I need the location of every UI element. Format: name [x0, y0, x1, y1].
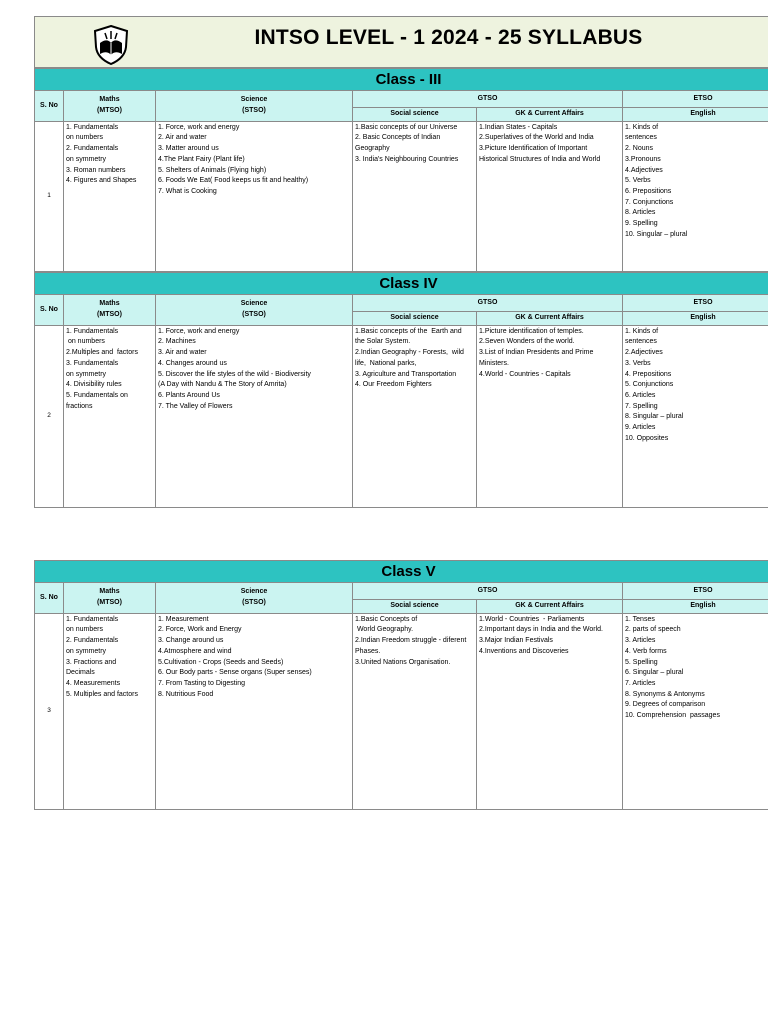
- maths-cell: [64, 121, 156, 271]
- maths-topic: 1. Fundamentals: [66, 327, 119, 335]
- english-topic: 10. Singular – plural: [625, 230, 688, 238]
- gtso-header: GTSO: [353, 91, 623, 108]
- class-iii-banner: Class - III: [34, 68, 768, 91]
- science-topic: 2. Air and water: [158, 134, 207, 142]
- social-science-topic: 3. Agriculture and Transportation: [355, 370, 457, 378]
- gk-cell: [477, 325, 623, 507]
- serial-number: 2: [35, 325, 64, 507]
- maths-header: [64, 583, 156, 614]
- etso-header: ETSO: [623, 295, 768, 312]
- maths-topic: 2.Multiples and factors: [66, 349, 138, 357]
- science-header-label: Science: [240, 96, 268, 104]
- science-topic: 5. Shelters of Animals (Flying high): [158, 166, 267, 174]
- maths-topic: 4. Divisibility rules: [66, 381, 122, 389]
- social-science-cell: [353, 121, 477, 271]
- maths-topic: 1. Fundamentals: [66, 615, 119, 623]
- social-science-topic: 1.Basic concepts of our Universe: [355, 123, 458, 131]
- table-row: [35, 325, 768, 507]
- science-topic: 4. Changes around us: [158, 359, 227, 367]
- maths-topic: on symmetry: [66, 370, 107, 378]
- science-topic: 2. Machines: [158, 338, 196, 346]
- gk-topic: 3.Major Indian Festivals: [479, 637, 553, 645]
- gk-topic: 1.Picture identification of temples.: [479, 327, 584, 335]
- gk-topic: 1.Indian States - Capitals: [479, 123, 558, 131]
- science-topic: 1. Force, work and energy: [158, 327, 240, 335]
- maths-topic: 2. Fundamentals: [66, 637, 119, 645]
- class-v-table: [34, 582, 768, 810]
- science-topic: 3. Matter around us: [158, 145, 219, 153]
- maths-cell: [64, 613, 156, 809]
- english-topic: 9. Spelling: [625, 220, 658, 228]
- english-topic: 4.Adjectives: [625, 166, 663, 174]
- english-topic: 6. Articles: [625, 391, 656, 399]
- maths-topic: on numbers: [66, 626, 103, 634]
- class-v-banner: Class V: [34, 560, 768, 583]
- science-topic: 4.Atmosphere and wind: [158, 647, 232, 655]
- social-science-topic: World Geography.: [355, 626, 414, 634]
- gk-topic: Ministers.: [479, 359, 509, 367]
- maths-topic: on numbers: [66, 338, 105, 346]
- english-topic: 2.Adjectives: [625, 349, 663, 357]
- gtso-header: GTSO: [353, 295, 623, 312]
- social-science-topic: 3.United Nations Organisation.: [355, 658, 451, 666]
- english-topic: 1. Tenses: [625, 615, 655, 623]
- english-topic: 6. Prepositions: [625, 187, 672, 195]
- science-header-label: Science: [240, 588, 268, 596]
- class-iv-table: [34, 294, 768, 508]
- english-topic: 8. Synonyms & Antonyms: [625, 690, 705, 698]
- social-science-topic: life, National parks,: [355, 359, 417, 367]
- english-topic: 4. Verb forms: [625, 647, 667, 655]
- english-topic: 9. Degrees of comparison: [625, 701, 706, 709]
- social-science-topic: 4. Our Freedom Fighters: [355, 381, 432, 389]
- table-row: [35, 613, 768, 809]
- maths-header-sub: (MTSO): [97, 310, 122, 318]
- english-topic: 2. Nouns: [625, 145, 654, 153]
- maths-topic: fractions: [66, 402, 93, 410]
- maths-topic: 3. Roman numbers: [66, 166, 126, 174]
- english-cell: [623, 325, 768, 507]
- maths-topic: 5. Fundamentals on: [66, 391, 128, 399]
- english-topic: 4. Prepositions: [625, 370, 672, 378]
- maths-header-sub: (MTSO): [97, 106, 122, 114]
- english-header: English: [623, 312, 768, 326]
- english-topic: 8. Articles: [625, 209, 656, 217]
- science-topic: 3. Air and water: [158, 349, 207, 357]
- science-header: [156, 583, 353, 614]
- english-topic: 7. Articles: [625, 679, 656, 687]
- gk-header: GK & Current Affairs: [477, 600, 623, 614]
- maths-topic: Decimals: [66, 669, 95, 677]
- english-topic: 9. Articles: [625, 424, 656, 432]
- english-topic: sentences: [625, 134, 657, 142]
- science-cell: [156, 121, 353, 271]
- gk-topic: 2.Important days in India and the World.: [479, 626, 603, 634]
- maths-topic: on symmetry: [66, 155, 107, 163]
- social-science-header: Social science: [353, 312, 477, 326]
- gk-topic: 2.Superlatives of the World and India: [479, 134, 594, 142]
- social-science-cell: [353, 613, 477, 809]
- sno-header: S. No: [35, 583, 64, 614]
- etso-header: ETSO: [623, 91, 768, 108]
- table-row: [35, 121, 768, 271]
- english-topic: 5. Spelling: [625, 658, 658, 666]
- english-topic: 5. Verbs: [625, 177, 651, 185]
- science-topic: 1. Measurement: [158, 615, 209, 623]
- english-topic: 10. Comprehension passages: [625, 712, 720, 720]
- gk-header: GK & Current Affairs: [477, 312, 623, 326]
- english-cell: [623, 121, 768, 271]
- social-science-topic: Geography: [355, 145, 390, 153]
- science-topic: 6. Our Body parts - Sense organs (Super senses): [158, 669, 312, 677]
- english-topic: 8. Singular – plural: [625, 413, 684, 421]
- science-topic: (A Day with Nandu & The Story of Amrita): [158, 381, 287, 389]
- english-topic: 10. Opposites: [625, 434, 669, 442]
- social-science-topic: 2.Indian Freedom struggle - diferent: [355, 637, 467, 645]
- english-topic: 6. Singular – plural: [625, 669, 684, 677]
- english-topic: 3. Articles: [625, 637, 656, 645]
- title-header: [34, 16, 768, 68]
- maths-header: [64, 91, 156, 122]
- english-topic: 3. Verbs: [625, 359, 651, 367]
- science-topic: 8. Nutritious Food: [158, 690, 214, 698]
- sno-header: S. No: [35, 91, 64, 122]
- english-topic: 1. Kinds of: [625, 123, 659, 131]
- science-topic: 7. What is Cooking: [158, 187, 217, 195]
- science-header-label: Science: [240, 300, 268, 308]
- social-science-topic: 3. India's Neighbouring Countries: [355, 155, 459, 163]
- gk-cell: [477, 613, 623, 809]
- social-science-topic: 1.Basic concepts of the Earth and: [355, 327, 462, 335]
- science-header: [156, 91, 353, 122]
- english-cell: [623, 613, 768, 809]
- gk-topic: 3.List of Indian Presidents and Prime: [479, 349, 594, 357]
- social-science-cell: [353, 325, 477, 507]
- gk-topic: 4.Inventions and Discoveries: [479, 647, 569, 655]
- gk-topic: 4.World - Countries - Capitals: [479, 370, 571, 378]
- social-science-topic: the Solar System.: [355, 338, 411, 346]
- maths-topic: on numbers: [66, 134, 103, 142]
- social-science-header: Social science: [353, 600, 477, 614]
- gk-topic: 1.World - Countries - Parliaments: [479, 615, 585, 623]
- science-topic: 5. Discover the life styles of the wild - Biodiversity: [158, 370, 311, 378]
- maths-topic: 3. Fundamentals: [66, 359, 119, 367]
- maths-topic: 4. Figures and Shapes: [66, 177, 137, 185]
- english-topic: 7. Spelling: [625, 402, 658, 410]
- science-topic: 1. Force, work and energy: [158, 123, 240, 131]
- serial-number: 1: [35, 121, 64, 271]
- science-topic: 7. From Tasting to Digesting: [158, 679, 246, 687]
- science-topic: 4.The Plant Fairy (Plant life): [158, 155, 245, 163]
- gk-cell: [477, 121, 623, 271]
- english-topic: sentences: [625, 338, 657, 346]
- maths-topic: 2. Fundamentals: [66, 145, 119, 153]
- gk-topic: 3.Picture Identification of Important: [479, 145, 588, 153]
- social-science-header: Social science: [353, 108, 477, 122]
- social-science-topic: 2.Indian Geography - Forests, wild: [355, 349, 464, 357]
- maths-header-label: Maths: [99, 588, 120, 596]
- sno-header: S. No: [35, 295, 64, 326]
- class-iii-table: [34, 90, 768, 272]
- science-cell: [156, 325, 353, 507]
- english-topic: 3.Pronouns: [625, 155, 661, 163]
- maths-topic: 1. Fundamentals: [66, 123, 119, 131]
- gk-topic: Historical Structures of India and World: [479, 155, 601, 163]
- science-topic: 6. Foods We Eat( Food keeps us fit and healthy): [158, 177, 309, 185]
- maths-topic: 5. Multiples and factors: [66, 690, 138, 698]
- science-header-sub: (STSO): [242, 598, 266, 606]
- social-science-topic: Phases.: [355, 647, 381, 655]
- science-topic: 5.Cultivation - Crops (Seeds and Seeds): [158, 658, 284, 666]
- english-topic: 7. Conjunctions: [625, 198, 674, 206]
- science-cell: [156, 613, 353, 809]
- gk-topic: 2.Seven Wonders of the world.: [479, 338, 575, 346]
- science-header-sub: (STSO): [242, 310, 266, 318]
- maths-topic: 4. Measurements: [66, 679, 121, 687]
- english-topic: 1. Kinds of: [625, 327, 659, 335]
- science-header-sub: (STSO): [242, 106, 266, 114]
- class-iv-banner: Class IV: [34, 272, 768, 295]
- science-topic: 7. The Valley of Flowers: [158, 402, 233, 410]
- maths-cell: [64, 325, 156, 507]
- english-topic: 2. parts of speech: [625, 626, 681, 634]
- maths-header-label: Maths: [99, 96, 120, 104]
- serial-number: 3: [35, 613, 64, 809]
- page-title: INTSO LEVEL - 1 2024 - 25 SYLLABUS: [254, 26, 643, 49]
- social-science-topic: 1.Basic Concepts of: [355, 615, 418, 623]
- etso-header: ETSO: [623, 583, 768, 600]
- maths-topic: 3. Fractions and: [66, 658, 117, 666]
- maths-header-label: Maths: [99, 300, 120, 308]
- science-topic: 3. Change around us: [158, 637, 224, 645]
- gtso-header: GTSO: [353, 583, 623, 600]
- science-topic: 2. Force, Work and Energy: [158, 626, 242, 634]
- gk-header: GK & Current Affairs: [477, 108, 623, 122]
- maths-header: [64, 295, 156, 326]
- social-science-topic: 2. Basic Concepts of Indian: [355, 134, 441, 142]
- english-header: English: [623, 108, 768, 122]
- maths-header-sub: (MTSO): [97, 598, 122, 606]
- science-header: [156, 295, 353, 326]
- english-topic: 5. Conjunctions: [625, 381, 674, 389]
- science-topic: 6. Plants Around Us: [158, 391, 220, 399]
- maths-topic: on symmetry: [66, 647, 107, 655]
- english-header: English: [623, 600, 768, 614]
